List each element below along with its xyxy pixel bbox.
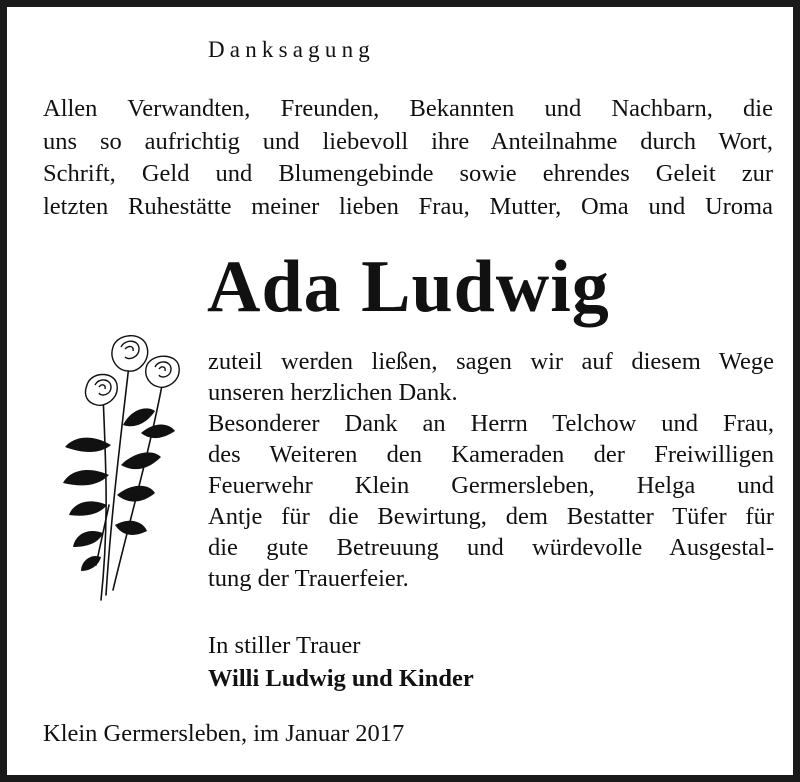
body-line: zuteil werden ließen, sagen wir auf diesem Wege bbox=[208, 348, 774, 375]
intro-line: letzten Ruhestätte meiner lieben Frau, Mutter, Oma und Uroma bbox=[43, 192, 773, 220]
body-paragraph bbox=[208, 346, 774, 594]
rose-bouquet-icon bbox=[51, 325, 201, 605]
closing-phrase: In stiller Trauer bbox=[208, 632, 361, 659]
body-line: die gute Betreuung und würdevolle Ausgestal- bbox=[208, 534, 774, 561]
body-line: Feuerwehr Klein Germersleben, Helga und bbox=[208, 472, 774, 499]
closing-block bbox=[208, 629, 474, 695]
intro-line: uns so aufrichtig und liebevoll ihre Anteilnahme durch Wort, bbox=[43, 127, 773, 155]
intro-line: Schrift, Geld und Blumengebinde sowie ehrendes Geleit zur bbox=[43, 160, 773, 187]
body-line: unseren herzlichen Dank. bbox=[208, 379, 458, 406]
place-date: Klein Germersleben, im Januar 2017 bbox=[43, 720, 405, 747]
notice-heading: Danksagung bbox=[208, 37, 375, 62]
signer-name: Willi Ludwig und Kinder bbox=[208, 665, 474, 692]
body-line: des Weiteren den Kameraden der Freiwilligen bbox=[208, 441, 774, 468]
body-line: tung der Trauerfeier. bbox=[208, 565, 409, 592]
deceased-name: Ada Ludwig bbox=[207, 246, 610, 328]
body-line: Besonderer Dank an Herrn Telchow und Frau, bbox=[208, 410, 774, 437]
body-line: Antje für die Bewirtung, dem Bestatter Tüfer für bbox=[208, 503, 774, 530]
intro-line: Allen Verwandten, Freunden, Bekannten und Nachbarn, die bbox=[43, 95, 773, 122]
intro-paragraph bbox=[43, 93, 773, 223]
